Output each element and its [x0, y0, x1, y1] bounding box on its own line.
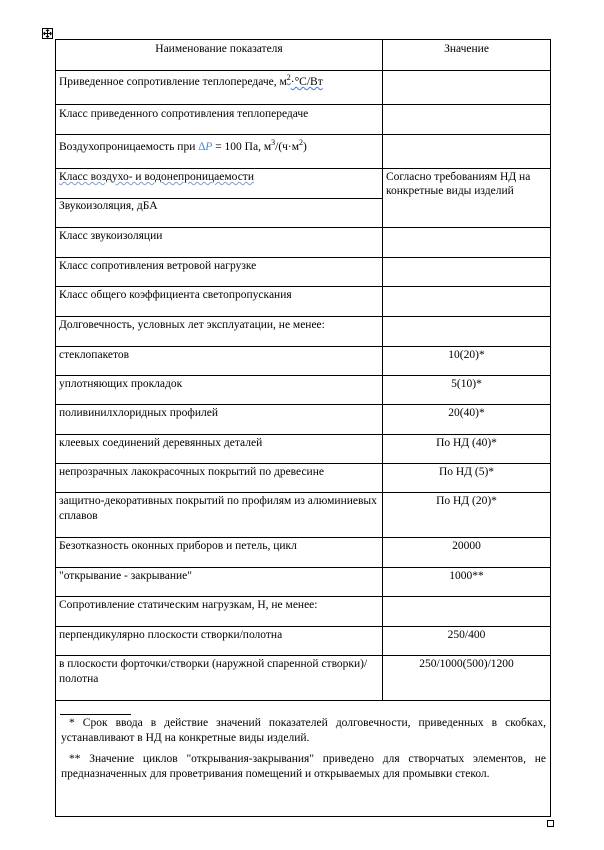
footnote-separator — [60, 714, 131, 715]
row-name: Звукоизоляция, дБА — [59, 200, 158, 212]
row-value-cell — [383, 105, 551, 135]
header-name: Наименование показателя — [155, 43, 283, 55]
row-value: 250/400 — [447, 629, 486, 641]
row-name: Класс сопротивления ветровой нагрузке — [59, 260, 257, 272]
table-row — [56, 568, 551, 597]
row-name-cell — [56, 435, 383, 464]
row-name: Приведенное сопротивление теплопередаче, $м^2\cdot^\circ С/Вт$ — [59, 73, 323, 88]
row-name-cell — [56, 597, 383, 627]
table-row — [56, 105, 551, 135]
table-row — [56, 376, 551, 405]
footnote-2: ** Значение циклов "открывания-закрывания" приведено для створчатых элементов, не предназначенных для проветривания помещений и открываемых для промывки стекол. — [61, 753, 546, 780]
row-value-cell — [383, 376, 551, 405]
row-name: перпендикулярно плоскости створки/полотна — [59, 629, 283, 641]
row-value: 5(10)* — [451, 378, 482, 390]
table-row — [56, 464, 551, 493]
row-name-cell — [56, 464, 383, 493]
table-row — [56, 347, 551, 376]
row-name: Класс приведенного сопротивления теплопередаче — [59, 108, 309, 120]
row-name-cell — [56, 169, 383, 199]
row-name-cell — [56, 347, 383, 376]
row-name: стеклопакетов — [59, 349, 130, 361]
table-row — [56, 656, 551, 701]
row-value-cell — [383, 258, 551, 287]
row-value-cell — [383, 435, 551, 464]
row-name-cell — [56, 135, 383, 169]
row-name-cell — [56, 376, 383, 405]
table-row — [56, 435, 551, 464]
superscript: 2 — [286, 73, 291, 83]
row-value-cell — [383, 597, 551, 627]
table-row — [56, 538, 551, 568]
table-row — [56, 169, 551, 199]
row-value-cell — [383, 493, 551, 538]
row-name-cell — [56, 258, 383, 287]
delta-p-symbol: ∆Р — [198, 141, 213, 153]
table-header-row — [56, 40, 551, 71]
row-value: 10(20)* — [448, 349, 485, 361]
row-value-cell — [383, 656, 551, 701]
row-name: клеевых соединений деревянных деталей — [59, 437, 263, 449]
table-row — [56, 71, 551, 105]
row-name: защитно-декоративных покрытий по профилям из алюминиевых сплавов — [59, 495, 377, 522]
table-row — [56, 493, 551, 538]
row-value-cell — [383, 228, 551, 258]
row-name-cell — [56, 538, 383, 568]
row-name: поливинилхлоридных профилей — [59, 407, 219, 419]
row-value-cell — [383, 627, 551, 656]
row-name-cell — [56, 656, 383, 701]
row-name: в плоскости форточки/створки (наружной спаренной створки)/полотна — [59, 658, 368, 685]
row-name-cell — [56, 105, 383, 135]
row-name: Класс общего коэффициента светопропускания — [59, 289, 292, 301]
row-value-cell — [383, 135, 551, 169]
row-name: Класс звукоизоляции — [59, 230, 163, 242]
row-value: Согласно требованиям НД на конкретные виды изделий — [386, 171, 531, 197]
header-value-cell — [383, 40, 551, 71]
table-row — [56, 597, 551, 627]
row-name-cell — [56, 199, 383, 228]
footnote-1: * Срок ввода в действие значений показателей долговечности, приведенных в скобках, устанавливают в НД на конкретные виды изделий. — [61, 717, 546, 744]
row-value-cell — [383, 347, 551, 376]
table-row — [56, 135, 551, 169]
row-value: По НД (5)* — [438, 466, 495, 478]
row-value-cell — [383, 464, 551, 493]
row-value-cell — [383, 287, 551, 317]
row-value: 1000** — [449, 570, 484, 582]
table-row — [56, 287, 551, 317]
row-name-cell — [56, 71, 383, 105]
row-name: Сопротивление статическим нагрузкам, Н, не менее: — [59, 599, 318, 611]
row-name: уплотняющих прокладок — [59, 378, 183, 390]
row-name-cell — [56, 568, 383, 597]
row-name-cell — [56, 287, 383, 317]
row-value: По НД (20)* — [436, 495, 497, 507]
row-name: непрозрачных лакокрасочных покрытий по древесине — [59, 466, 324, 478]
indicators-table — [55, 39, 551, 817]
row-name-cell — [56, 493, 383, 538]
row-name: Воздухопроницаемость при ∆Р = 100 Па, $м^3/(ч\cdot м^2)$ — [59, 138, 307, 153]
row-name: Класс воздухо- и водонепроницаемости — [59, 171, 254, 183]
table-row — [56, 627, 551, 656]
table-row — [56, 317, 551, 347]
row-value: 20(40)* — [448, 407, 485, 419]
header-name-cell — [56, 40, 383, 71]
footnotes-cell — [56, 701, 551, 817]
row-name-cell — [56, 228, 383, 258]
row-name-cell — [56, 317, 383, 347]
move-arrows-icon — [43, 29, 52, 38]
row-name-cell — [56, 405, 383, 435]
row-name: Безотказность оконных приборов и петель, цикл — [59, 540, 297, 552]
table-row — [56, 228, 551, 258]
row-value: 250/1000(500)/1200 — [419, 658, 514, 670]
table-row — [56, 258, 551, 287]
row-value: По НД (40)* — [436, 437, 497, 449]
table-move-handle[interactable] — [42, 28, 53, 39]
row-value-cell — [383, 568, 551, 597]
row-name: Долговечность, условных лет эксплуатации, не менее: — [59, 319, 325, 331]
row-name: "открывание - закрывание" — [59, 570, 192, 582]
row-value: 20000 — [452, 540, 481, 552]
table-resize-handle[interactable] — [547, 820, 554, 827]
footnotes-row — [56, 701, 551, 817]
row-name-cell — [56, 627, 383, 656]
row-value-cell — [383, 538, 551, 568]
header-value: Значение — [444, 43, 489, 55]
row-value-cell — [383, 71, 551, 105]
table-row — [56, 405, 551, 435]
row-value-cell — [383, 405, 551, 435]
row-value-cell — [383, 317, 551, 347]
row-value-cell — [383, 169, 551, 228]
